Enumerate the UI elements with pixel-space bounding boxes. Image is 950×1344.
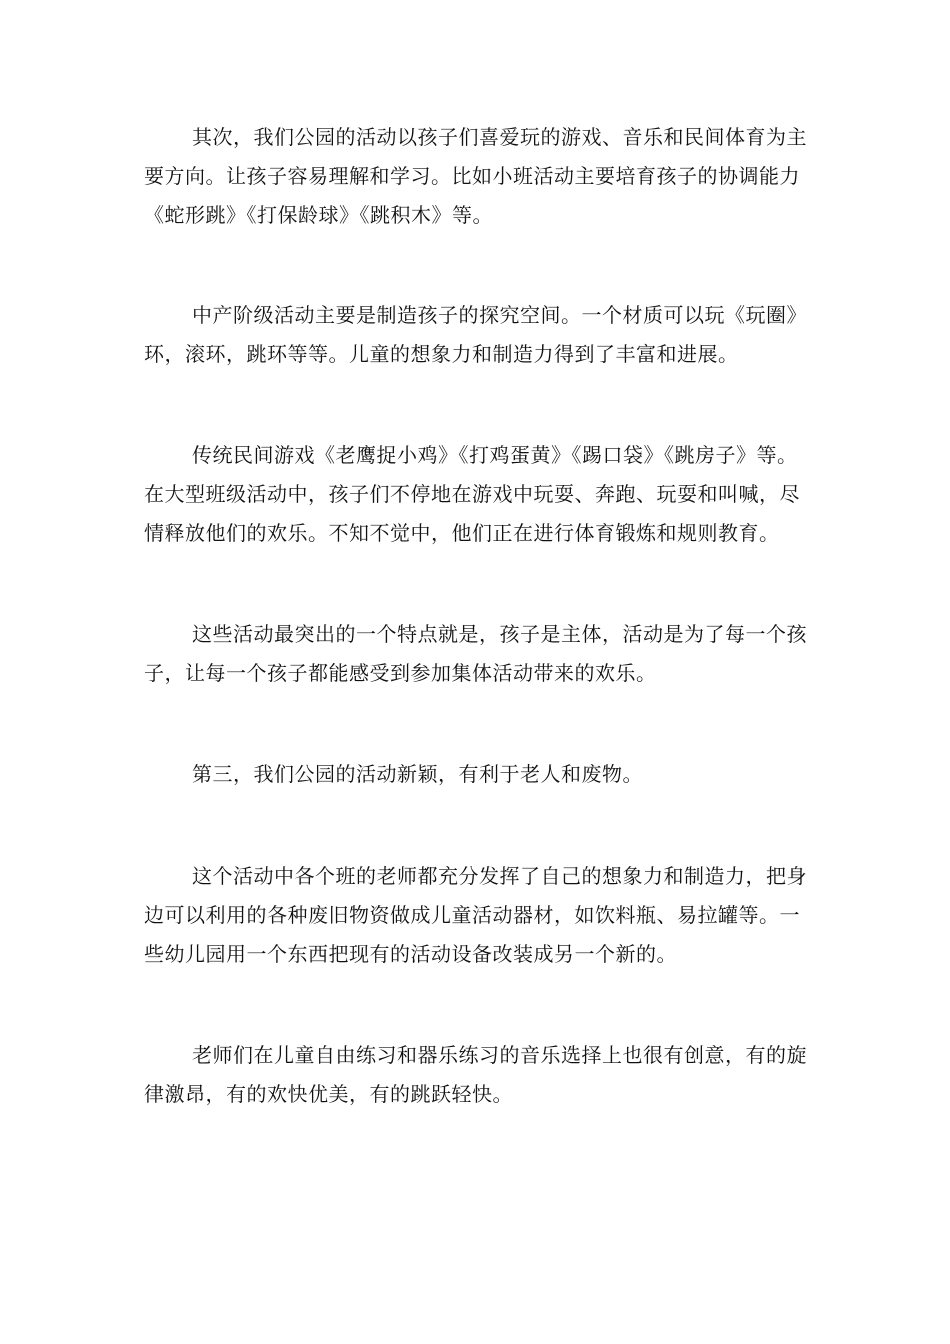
paragraph-2: 中产阶级活动主要是制造孩子的探究空间。一个材质可以玩《玩圈》环，滚环，跳环等等。儿童的想象力和制造力得到了丰富和进展。 bbox=[144, 303, 807, 366]
paragraph-6: 这个活动中各个班的老师都充分发挥了自己的想象力和制造力，把身边可以利用的各种废旧物资做成儿童活动器材，如饮料瓶、易拉罐等。一些幼儿园用一个东西把现有的活动设备改装成另一个新的。 bbox=[144, 864, 807, 966]
paragraph-4: 这些活动最突出的一个特点就是，孩子是主体，活动是为了每一个孩子，让每一个孩子都能感受到参加集体活动带来的欢乐。 bbox=[144, 622, 807, 685]
paragraph-5: 第三，我们公园的活动新颖，有利于老人和废物。 bbox=[192, 762, 643, 786]
paragraph-1: 其次，我们公园的活动以孩子们喜爱玩的游戏、音乐和民间体育为主要方向。让孩子容易理解和学习。比如小班活动主要培育孩子的协调能力《蛇形跳》《打保龄球》《跳积木》等。 bbox=[144, 125, 807, 227]
paragraph-3: 传统民间游戏《老鹰捉小鸡》《打鸡蛋黄》《踢口袋》《跳房子》等。在大型班级活动中，孩子们不停地在游戏中玩耍、奔跑、玩耍和叫喊，尽情释放他们的欢乐。不知不觉中，他们正在进行体育锻炼和规则教育。 bbox=[144, 443, 800, 545]
paragraph-7: 老师们在儿童自由练习和器乐练习的音乐选择上也很有创意，有的旋律激昂，有的欢快优美，有的跳跃轻快。 bbox=[144, 1043, 807, 1106]
